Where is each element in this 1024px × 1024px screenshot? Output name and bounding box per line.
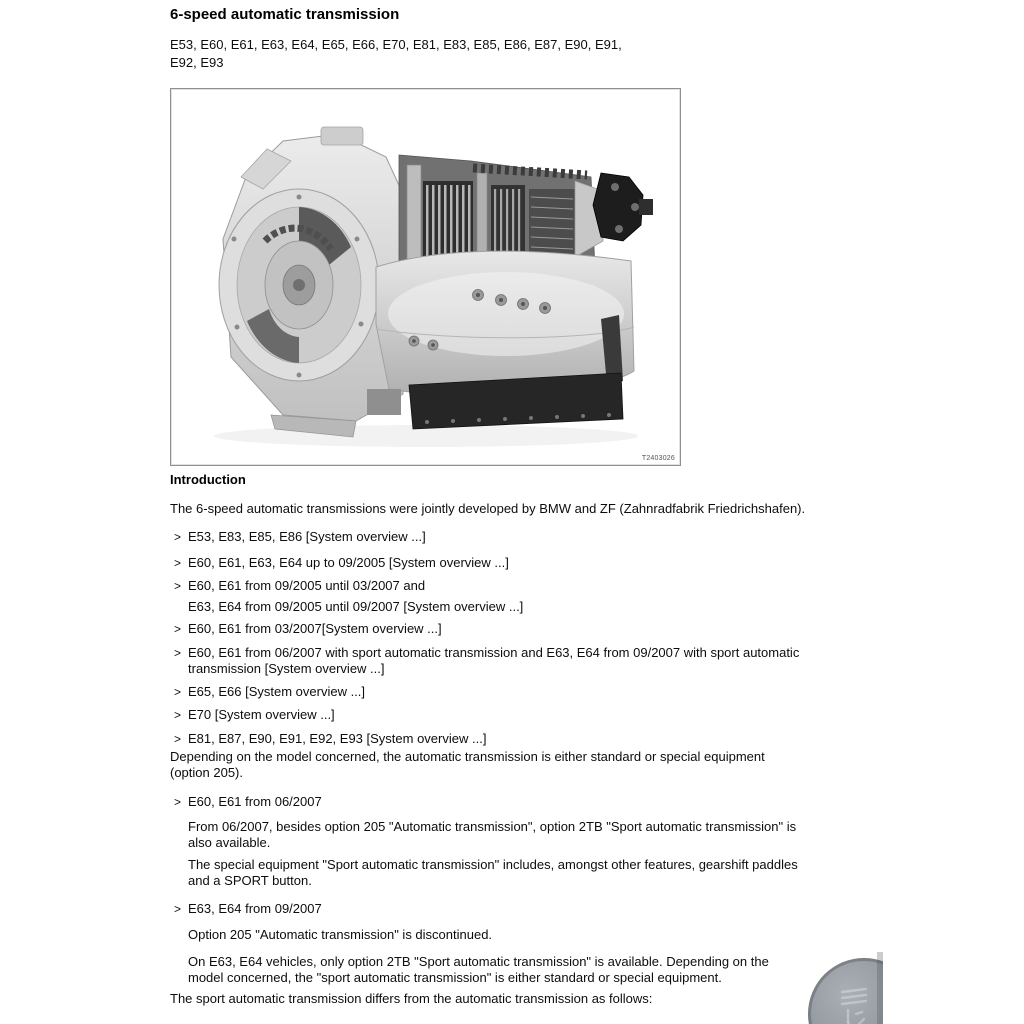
list-item-continuation <box>188 599 523 615</box>
paragraph-text: Option 205 "Automatic transmission" is discontinued. <box>188 927 493 942</box>
model-codes <box>170 36 622 72</box>
indented-paragraph-line <box>188 835 270 851</box>
list-item-text: E60, E61, E63, E64 up to 09/2005 [System overview ...] <box>188 555 509 570</box>
indented-paragraph-line <box>188 970 722 986</box>
list-item <box>174 901 322 917</box>
watermark-logo <box>808 958 883 1024</box>
bullet-marker: > <box>174 556 182 570</box>
indented-paragraph-line <box>188 927 492 943</box>
list-item-text: E63, E64 from 09/2007 <box>188 901 322 916</box>
list-item-text: E63, E64 from 09/2005 until 09/2007 [System overview ...] <box>188 599 524 614</box>
list-item <box>174 529 426 545</box>
bullet-marker: > <box>174 795 182 809</box>
paragraph-text: model concerned, the "sport automatic transmission" is either standard or special equipment. <box>188 970 722 985</box>
list-item-text: E60, E61 from 06/2007 with sport automatic transmission and E63, E64 from 09/2007 with sport automatic <box>188 645 800 660</box>
list-item <box>174 707 335 723</box>
transmission-cutaway-illustration <box>171 89 680 463</box>
intro-paragraph: The 6-speed automatic transmissions were jointly developed by BMW and ZF (Zahnradfabrik Friedrichshafen). <box>170 501 806 516</box>
document-hand-icon <box>836 984 878 1024</box>
paragraph-text: (option 205). <box>170 765 243 780</box>
list-item-text: E60, E61 from 06/2007 <box>188 794 322 809</box>
bullet-marker: > <box>174 708 182 722</box>
list-item-text: transmission [System overview ...] <box>188 661 385 676</box>
list-item-text: E60, E61 from 09/2005 until 03/2007 and <box>188 578 426 593</box>
bullet-marker: > <box>174 530 182 544</box>
paragraph-line <box>170 991 652 1007</box>
list-item <box>174 645 800 661</box>
paragraph-line <box>170 765 243 781</box>
paragraph-text: From 06/2007, besides option 205 "Automatic transmission", option 2TB "Sport automatic transmission" is <box>188 819 797 834</box>
bullet-marker: > <box>174 685 182 699</box>
transmission-figure <box>170 88 681 466</box>
indented-paragraph-line <box>188 857 798 873</box>
paragraph-text: Depending on the model concerned, the automatic transmission is either standard or special equipment <box>170 749 765 764</box>
list-item-text: E70 [System overview ...] <box>188 707 335 722</box>
list-item <box>174 731 487 747</box>
list-item-text: E81, E87, E90, E91, E92, E93 [System overview ...] <box>188 731 487 746</box>
bullet-marker: > <box>174 579 182 593</box>
figure-code-label: T2403026 <box>641 455 675 462</box>
paragraph-text: The special equipment "Sport automatic transmission" includes, amongst other features, gearshift paddles <box>188 857 798 872</box>
indented-paragraph-line <box>188 954 769 970</box>
list-item-text: E65, E66 [System overview ...] <box>188 684 366 699</box>
paragraph-text: The sport automatic transmission differs from the automatic transmission as follows: <box>170 991 653 1006</box>
list-item-text: E53, E83, E85, E86 [System overview ...] <box>188 529 426 544</box>
list-item-continuation <box>188 661 385 677</box>
model-codes-line: E92, E93 <box>170 55 224 70</box>
paragraph-text: and a SPORT button. <box>188 873 312 888</box>
section-heading-introduction: Introduction <box>170 472 246 487</box>
watermark-edge-strip <box>877 952 883 1024</box>
list-item <box>174 578 426 594</box>
paragraph-text: On E63, E64 vehicles, only option 2TB "Sport automatic transmission" is available. Depending on the <box>188 954 769 969</box>
bullet-marker: > <box>174 732 182 746</box>
indented-paragraph-line <box>188 873 312 889</box>
list-item <box>174 621 442 637</box>
paragraph-line <box>170 749 765 765</box>
paragraph-text: also available. <box>188 835 271 850</box>
indented-paragraph-line <box>188 819 796 835</box>
watermark-container <box>800 952 883 1024</box>
page-title: 6-speed automatic transmission <box>170 6 400 23</box>
bullet-marker: > <box>174 622 182 636</box>
list-item <box>174 684 366 700</box>
model-codes-line: E53, E60, E61, E63, E64, E65, E66, E70, E81, E83, E85, E86, E87, E90, E91, <box>170 37 622 52</box>
list-item <box>174 794 322 810</box>
bullet-marker: > <box>174 646 182 660</box>
list-item <box>174 555 509 571</box>
bullet-marker: > <box>174 902 182 916</box>
list-item-text: E60, E61 from 03/2007[System overview ...] <box>188 621 442 636</box>
